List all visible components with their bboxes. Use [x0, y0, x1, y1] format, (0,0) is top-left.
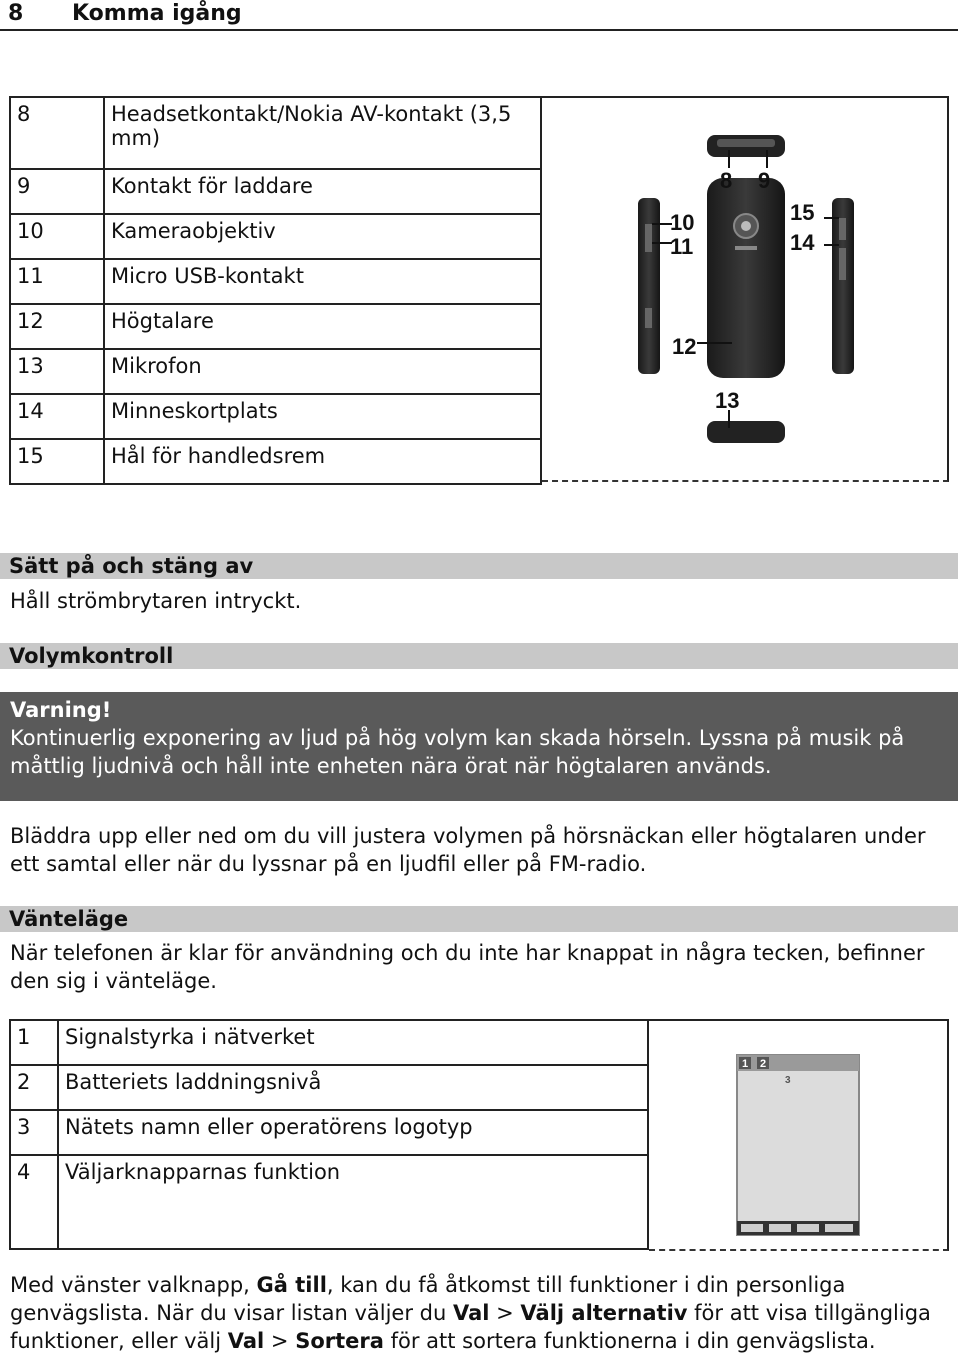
callout-13: 13	[715, 388, 740, 413]
warning-box	[0, 692, 958, 801]
volume-body: Bläddra upp eller ned om du vill justera volymen på hörsnäckan eller högtalaren under ett samtal eller när du lyssnar på en ljudfil eller på FM-radio.	[10, 824, 926, 876]
table-row	[10, 97, 541, 169]
part-number: 15	[10, 439, 104, 484]
text-run: Med vänster valknapp,	[10, 1273, 257, 1297]
table-row	[10, 439, 541, 484]
page-header	[0, 0, 958, 31]
part-number: 10	[10, 214, 104, 259]
part-number: 14	[10, 394, 104, 439]
text-run: >	[264, 1329, 296, 1353]
screen-illustration	[649, 1021, 947, 1251]
table-row	[10, 214, 541, 259]
callout-11: 11	[670, 234, 694, 259]
menu-options: Val	[452, 1301, 490, 1325]
menu-options: Val	[227, 1329, 265, 1353]
screen-legend-table	[9, 1019, 649, 1250]
section-heading-power: Sätt på och stäng av	[0, 553, 958, 579]
table-row	[10, 349, 541, 394]
part-label: Hål för handledsrem	[104, 439, 541, 484]
warning-text: Kontinuerlig exponering av ljud på hög volym kan skada hörseln. Lyssna på musik på måttlig ljudnivå och håll inte enheten nära örat när högtalaren används.	[10, 726, 905, 778]
part-label: Mikrofon	[104, 349, 541, 394]
part-number: 8	[10, 97, 104, 169]
indicator-number: 1	[10, 1020, 58, 1065]
indicator-label: Nätets namn eller operatörens logotyp	[58, 1110, 648, 1155]
callout-10: 10	[670, 210, 695, 235]
part-label: Kameraobjektiv	[104, 214, 541, 259]
menu-sort: Sortera	[295, 1329, 384, 1353]
table-row	[10, 1110, 648, 1155]
callout-12: 12	[672, 334, 697, 359]
page-title: Komma igång	[72, 1, 242, 26]
callout-14: 14	[790, 230, 815, 255]
indicator-number: 4	[10, 1155, 58, 1249]
text-run: , kan du få åtkomst till funktioner i din personliga genvägslista. När du visar listan väljer du	[10, 1273, 846, 1325]
part-label: Minneskortplats	[104, 394, 541, 439]
part-number: 11	[10, 259, 104, 304]
status-bar	[737, 1055, 859, 1071]
callout-9: 9	[758, 168, 771, 193]
screen-callout-3: 3	[785, 1075, 791, 1086]
phone-back-view	[707, 178, 785, 378]
softkey-goto: Gå till	[256, 1273, 327, 1297]
callout-15: 15	[790, 200, 815, 225]
text-run: för att sortera funktionerna i din genvägslista.	[383, 1329, 876, 1353]
text-run: >	[489, 1301, 521, 1325]
shortcut-paragraph	[10, 1271, 955, 1355]
indicator-number: 2	[10, 1065, 58, 1110]
part-label: Kontakt för laddare	[104, 169, 541, 214]
table-row	[10, 169, 541, 214]
indicator-label: Batteriets laddningsnivå	[58, 1065, 648, 1110]
indicator-number: 3	[10, 1110, 58, 1155]
table-row	[10, 394, 541, 439]
table-row	[10, 304, 541, 349]
phone-bottom-view	[707, 421, 785, 443]
section-heading-standby: Vänteläge	[0, 906, 958, 932]
screen-display	[737, 1055, 859, 1235]
standby-body: När telefonen är klar för användning och du inte har knappat in några tecken, befinner den sig i vänteläge.	[10, 941, 925, 993]
warning-title: Varning!	[10, 698, 112, 722]
table-row	[10, 259, 541, 304]
part-number: 13	[10, 349, 104, 394]
phone-illustration	[542, 98, 947, 482]
menu-select-options: Välj alternativ	[520, 1301, 688, 1325]
indicator-label: Signalstyrka i nätverket	[58, 1020, 648, 1065]
table-row	[10, 1065, 648, 1110]
section-heading-volume: Volymkontroll	[0, 643, 958, 669]
part-label: Högtalare	[104, 304, 541, 349]
page-number: 8	[8, 1, 24, 26]
screen-callout-2: 2	[760, 1058, 767, 1070]
power-body: Håll strömbrytaren intryckt.	[10, 589, 302, 613]
text-run: för att visa tillgängliga funktioner, eller välj	[10, 1301, 931, 1353]
parts-table	[9, 96, 542, 485]
indicator-label: Väljarknapparnas funktion	[58, 1155, 648, 1249]
table-row	[10, 1020, 648, 1065]
screen-callout-1: 1	[742, 1058, 749, 1070]
table-row	[10, 1155, 648, 1249]
callout-8: 8	[720, 168, 733, 193]
part-number: 9	[10, 169, 104, 214]
phone-figure-box	[542, 96, 949, 482]
part-number: 12	[10, 304, 104, 349]
screen-figure-box	[649, 1019, 949, 1251]
part-label: Headsetkontakt/Nokia AV-kontakt (3,5 mm)	[104, 97, 541, 169]
part-label: Micro USB-kontakt	[104, 259, 541, 304]
